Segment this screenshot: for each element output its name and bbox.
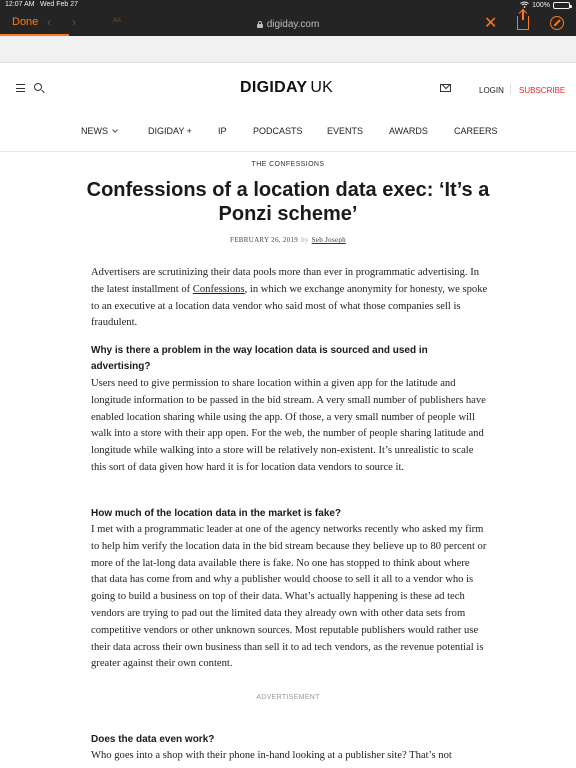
answer-paragraph: Users need to give permission to share location within a given app for the latitude and longitude information to be passed in the bid stream. A very small number of publishers have enabled location sharing while using the app. Of those, a very small number of people will walk into a store with their app open. For the web, the number of people sharing latitude and longitude while walking into a store will be relatively non-existent. It’s unrealistic to scale this sort of data given how hard it is for location data vendors to source it. — [91, 378, 486, 473]
chevron-left-icon[interactable]: ‹ — [47, 15, 51, 29]
site-header — [0, 63, 576, 152]
nav-item-podcasts[interactable]: PODCASTS — [253, 126, 303, 136]
header-divider — [510, 84, 511, 94]
article-byline — [0, 236, 576, 244]
top-banner-space — [0, 36, 576, 63]
main-nav — [0, 122, 576, 142]
nav-item-events[interactable]: EVENTS — [327, 126, 364, 136]
compass-icon[interactable] — [550, 16, 564, 30]
subscribe-link[interactable]: SUBSCRIBE — [519, 86, 566, 95]
battery-percent: 100% — [532, 2, 550, 9]
article-intro: Advertisers are scrutinizing their data pools more than ever in programmatic advertising. In the latest installment of Confessions, in which we exchange anonymity for honesty, we spoke to an executive at a location data vendor who said most of what those companies sell is fraudulent. — [91, 267, 488, 329]
article-kicker[interactable]: THE CONFESSIONS — [251, 161, 325, 168]
logo-main: DIGIDAY — [240, 79, 308, 96]
question-heading: How much of the location data in the market is fake? — [91, 508, 342, 519]
question-heading: Why is there a problem in the way location data is sourced and used in advertising? — [91, 345, 428, 372]
url-text: digiday.com — [266, 18, 320, 30]
done-button[interactable]: Done — [12, 16, 39, 28]
lock-icon — [257, 21, 263, 28]
text-size-button[interactable]: AA — [113, 18, 122, 24]
nav-item-news[interactable]: NEWS — [81, 126, 117, 136]
byline-by: by — [301, 236, 309, 244]
question-heading: Does the data even work? — [91, 734, 215, 745]
article-headline: Confessions of a location data exec: ‘It’s a Ponzi scheme’ — [86, 179, 490, 225]
search-icon[interactable] — [34, 83, 42, 91]
publish-date: FEBRUARY 26, 2019 — [230, 236, 299, 244]
author-link[interactable]: Seb Joseph — [311, 236, 346, 244]
status-indicators — [520, 1, 570, 10]
status-date: Wed Feb 27 — [40, 1, 79, 8]
nav-item-awards[interactable]: AWARDS — [389, 126, 428, 136]
nav-item-digiday-plus[interactable]: DIGIDAY + — [148, 126, 192, 136]
mail-icon[interactable] — [440, 84, 451, 92]
confessions-link[interactable]: Confessions — [192, 283, 245, 295]
advertisement-label: ADVERTISEMENT — [256, 694, 320, 701]
address-bar[interactable] — [220, 16, 356, 32]
site-logo[interactable] — [240, 79, 333, 97]
answer-paragraph: Who goes into a shop with their phone in-hand looking at a publisher site? That’s not — [91, 750, 452, 761]
menu-icon[interactable] — [16, 84, 25, 92]
browser-chrome — [0, 0, 576, 36]
battery-icon — [553, 2, 570, 9]
chevron-right-icon[interactable]: › — [72, 15, 76, 29]
close-icon[interactable]: ✕ — [484, 15, 498, 32]
nav-item-ip[interactable]: IP — [218, 126, 227, 136]
status-time: 12:07 AM — [5, 1, 35, 8]
chevron-down-icon — [112, 127, 118, 133]
nav-item-careers[interactable]: CAREERS — [454, 126, 498, 136]
login-link[interactable]: LOGIN — [479, 86, 504, 95]
status-bar — [0, 0, 576, 12]
answer-paragraph: I met with a programmatic leader at one of the agency networks recently who asked my firm to help him verify the location data in the bid stream because they believe up to 80 percent or more of the lat-long data available there is fake. No one has stopped to think about where that data has come from and why a publisher would choose to sell it all to a vendor who is going to build a business on top of their data. What’s actually happening is these ad tech vendors are trying to pad out the limited data they already own with other data sets from competitive vendors or other unknown sources. Most reputable publishers would rather use their data across their own business than sell it to ad tech vendors, as the revenue potential is greater against their own content. — [91, 524, 487, 670]
logo-edition: UK — [310, 79, 334, 96]
browser-toolbar — [0, 12, 576, 36]
share-icon[interactable] — [517, 16, 529, 30]
